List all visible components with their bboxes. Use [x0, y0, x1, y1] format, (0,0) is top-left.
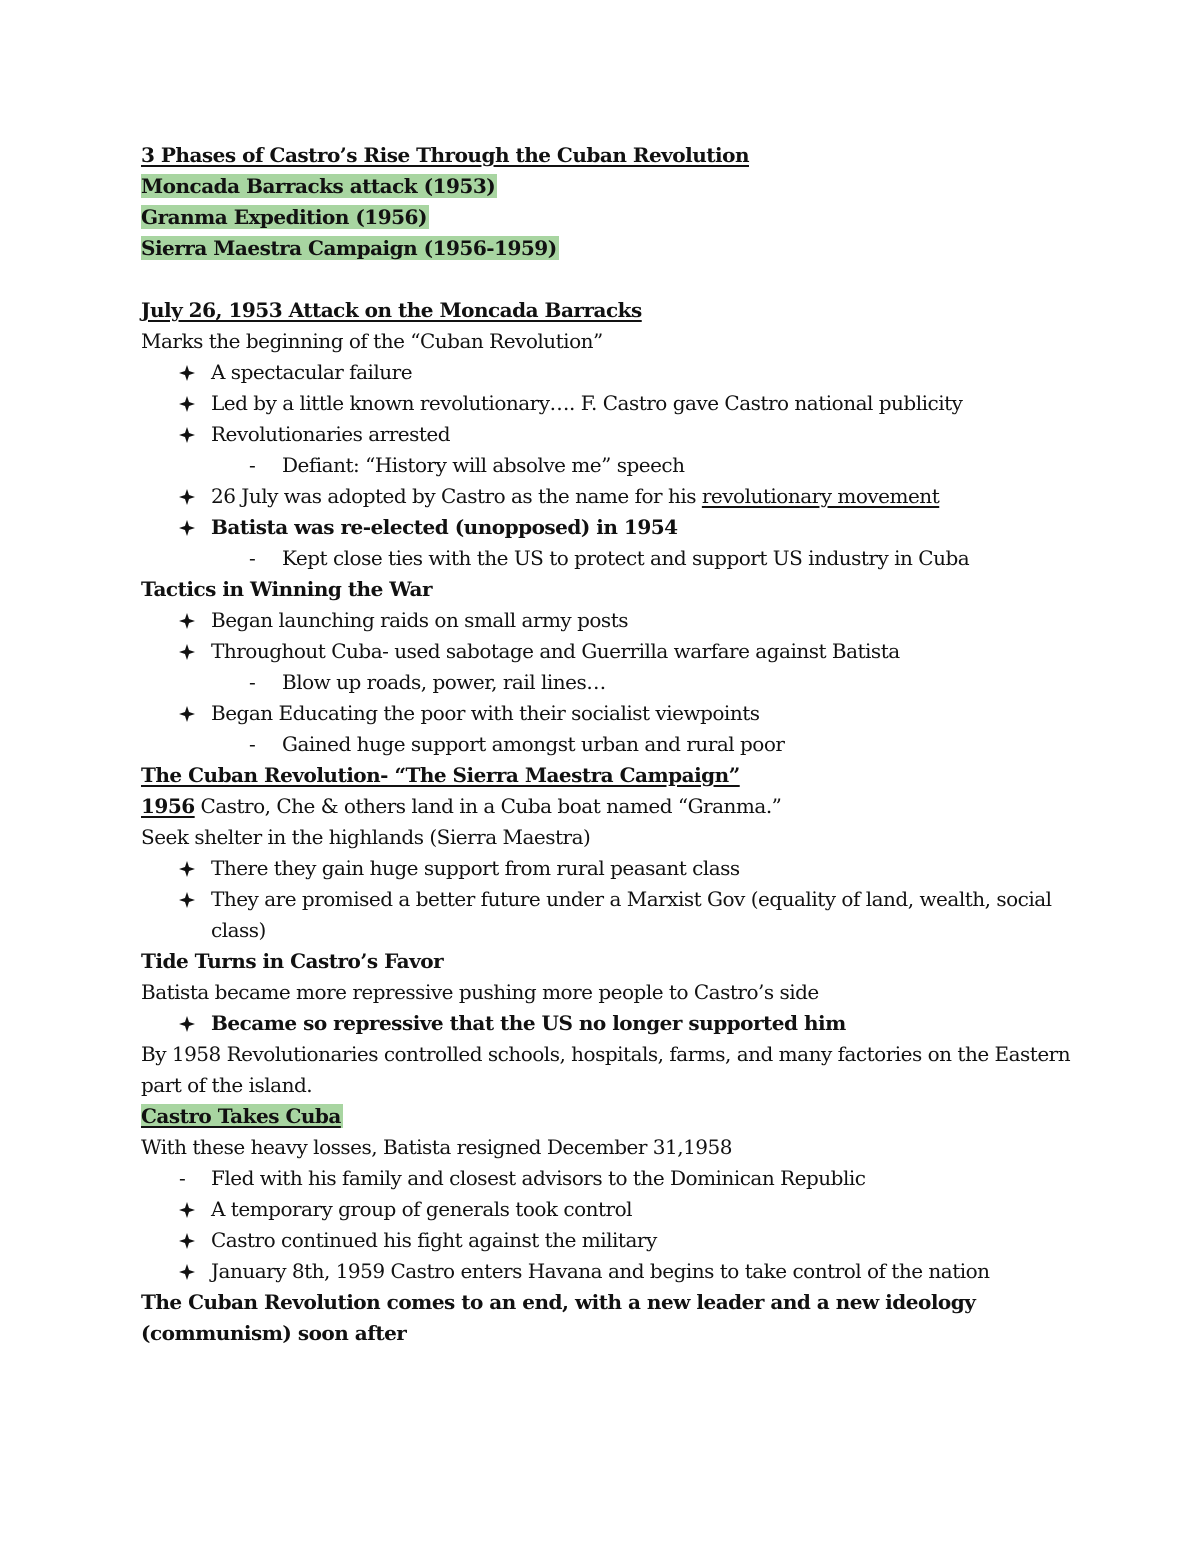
- phase-1: Moncada Barracks attack (1953): [141, 174, 496, 198]
- year-label: 1956: [141, 794, 195, 818]
- bullet-item: [141, 1194, 1061, 1225]
- underlined-text: revolutionary movement: [701, 484, 940, 508]
- bullet-text: Became so repressive that the US no longer supported him: [211, 1011, 846, 1035]
- phase-3: Sierra Maestra Campaign (1956-1959): [141, 236, 557, 260]
- conclusion: The Cuban Revolution comes to an end, with a new leader and a new ideology: [141, 1290, 976, 1314]
- bullet-text: Led by a little known revolutionary…. F. Castro gave Castro national publicity: [211, 391, 963, 415]
- section-heading-castro-takes-cuba: Castro Takes Cuba: [141, 1104, 341, 1128]
- diamond-bullet-icon: [179, 520, 195, 536]
- bullet-text: Throughout Cuba- used sabotage and Guerrilla warfare against Batista: [211, 639, 900, 663]
- dash-marker: -: [249, 453, 256, 477]
- bullet-text: Began launching raids on small army posts: [211, 608, 628, 632]
- paragraph: By 1958 Revolutionaries controlled schools, hospitals, farms, and many factories on the Eastern: [141, 1042, 1071, 1066]
- bullet-text: 26 July was adopted by Castro as the name for his: [211, 484, 702, 508]
- bullet-item: [141, 884, 1061, 915]
- sub-text: Gained huge support amongst urban and rural poor: [282, 732, 785, 756]
- section-heading-tide-turns: Tide Turns in Castro’s Favor: [141, 949, 444, 973]
- bullet-item: [141, 853, 1061, 884]
- dash-item: [141, 1163, 1061, 1194]
- dash-marker: -: [249, 670, 256, 694]
- bullet-item: [141, 481, 1061, 512]
- sub-item: [141, 667, 1061, 698]
- dash-marker: -: [179, 1166, 186, 1190]
- sub-item: [141, 729, 1061, 760]
- spacer: [141, 264, 1061, 295]
- paragraph: Batista became more repressive pushing more people to Castro’s side: [141, 980, 819, 1004]
- sub-text: Defiant: “History will absolve me” speech: [282, 453, 685, 477]
- document-title: 3 Phases of Castro’s Rise Through the Cuban Revolution: [141, 143, 749, 167]
- bullet-text: class): [211, 918, 266, 942]
- bullet-item: [141, 605, 1061, 636]
- dash-text: Fled with his family and closest advisors to the Dominican Republic: [211, 1166, 866, 1190]
- diamond-bullet-icon: [179, 613, 195, 629]
- bullet-item: [141, 1225, 1061, 1256]
- diamond-bullet-icon: [179, 644, 195, 660]
- bullet-text: A spectacular failure: [211, 360, 413, 384]
- diamond-bullet-icon: [179, 892, 195, 908]
- diamond-bullet-icon: [179, 1016, 195, 1032]
- bullet-continuation: [141, 915, 1061, 946]
- diamond-bullet-icon: [179, 1233, 195, 1249]
- bullet-text: Revolutionaries arrested: [211, 422, 451, 446]
- bullet-item: [141, 698, 1061, 729]
- bullet-item: [141, 357, 1061, 388]
- paragraph: part of the island.: [141, 1073, 313, 1097]
- paragraph: With these heavy losses, Batista resigned December 31,1958: [141, 1135, 732, 1159]
- paragraph: Seek shelter in the highlands (Sierra Maestra): [141, 825, 591, 849]
- sub-item: [141, 543, 1061, 574]
- diamond-bullet-icon: [179, 489, 195, 505]
- sub-text: Blow up roads, power, rail lines…: [282, 670, 606, 694]
- bullet-text: Began Educating the poor with their socialist viewpoints: [211, 701, 760, 725]
- conclusion-continued: (communism) soon after: [141, 1321, 407, 1345]
- diamond-bullet-icon: [179, 365, 195, 381]
- diamond-bullet-icon: [179, 427, 195, 443]
- paragraph: [141, 791, 1061, 822]
- diamond-bullet-icon: [179, 1202, 195, 1218]
- bullet-item: [141, 1008, 1061, 1039]
- bullet-text: Batista was re-elected (unopposed) in 1954: [211, 515, 678, 539]
- paragraph-text: Castro, Che & others land in a Cuba boat named “Granma.”: [194, 794, 782, 818]
- diamond-bullet-icon: [179, 861, 195, 877]
- section-heading-tactics: Tactics in Winning the War: [141, 577, 433, 601]
- paragraph: Marks the beginning of the “Cuban Revolution”: [141, 329, 603, 353]
- diamond-bullet-icon: [179, 706, 195, 722]
- document-body: [141, 140, 1071, 1349]
- section-heading-sierra-maestra: The Cuban Revolution- “The Sierra Maestra Campaign”: [141, 763, 740, 787]
- bullet-text: January 8th, 1959 Castro enters Havana and begins to take control of the nation: [211, 1259, 990, 1283]
- diamond-bullet-icon: [179, 1264, 195, 1280]
- phase-2: Granma Expedition (1956): [141, 205, 427, 229]
- bullet-text: Castro continued his fight against the military: [211, 1228, 657, 1252]
- bullet-item: [141, 1256, 1061, 1287]
- bullet-text: A temporary group of generals took control: [211, 1197, 633, 1221]
- bullet-item: [141, 512, 1061, 543]
- bullet-text: There they gain huge support from rural peasant class: [211, 856, 740, 880]
- dash-marker: -: [249, 546, 256, 570]
- bullet-item: [141, 636, 1061, 667]
- section-heading-moncada: July 26, 1953 Attack on the Moncada Barracks: [141, 298, 642, 322]
- bullet-item: [141, 388, 1061, 419]
- dash-marker: -: [249, 732, 256, 756]
- diamond-bullet-icon: [179, 396, 195, 412]
- bullet-item: [141, 419, 1061, 450]
- sub-text: Kept close ties with the US to protect and support US industry in Cuba: [282, 546, 970, 570]
- sub-item: [141, 450, 1061, 481]
- bullet-text: They are promised a better future under a Marxist Gov (equality of land, wealth, social: [211, 887, 1052, 911]
